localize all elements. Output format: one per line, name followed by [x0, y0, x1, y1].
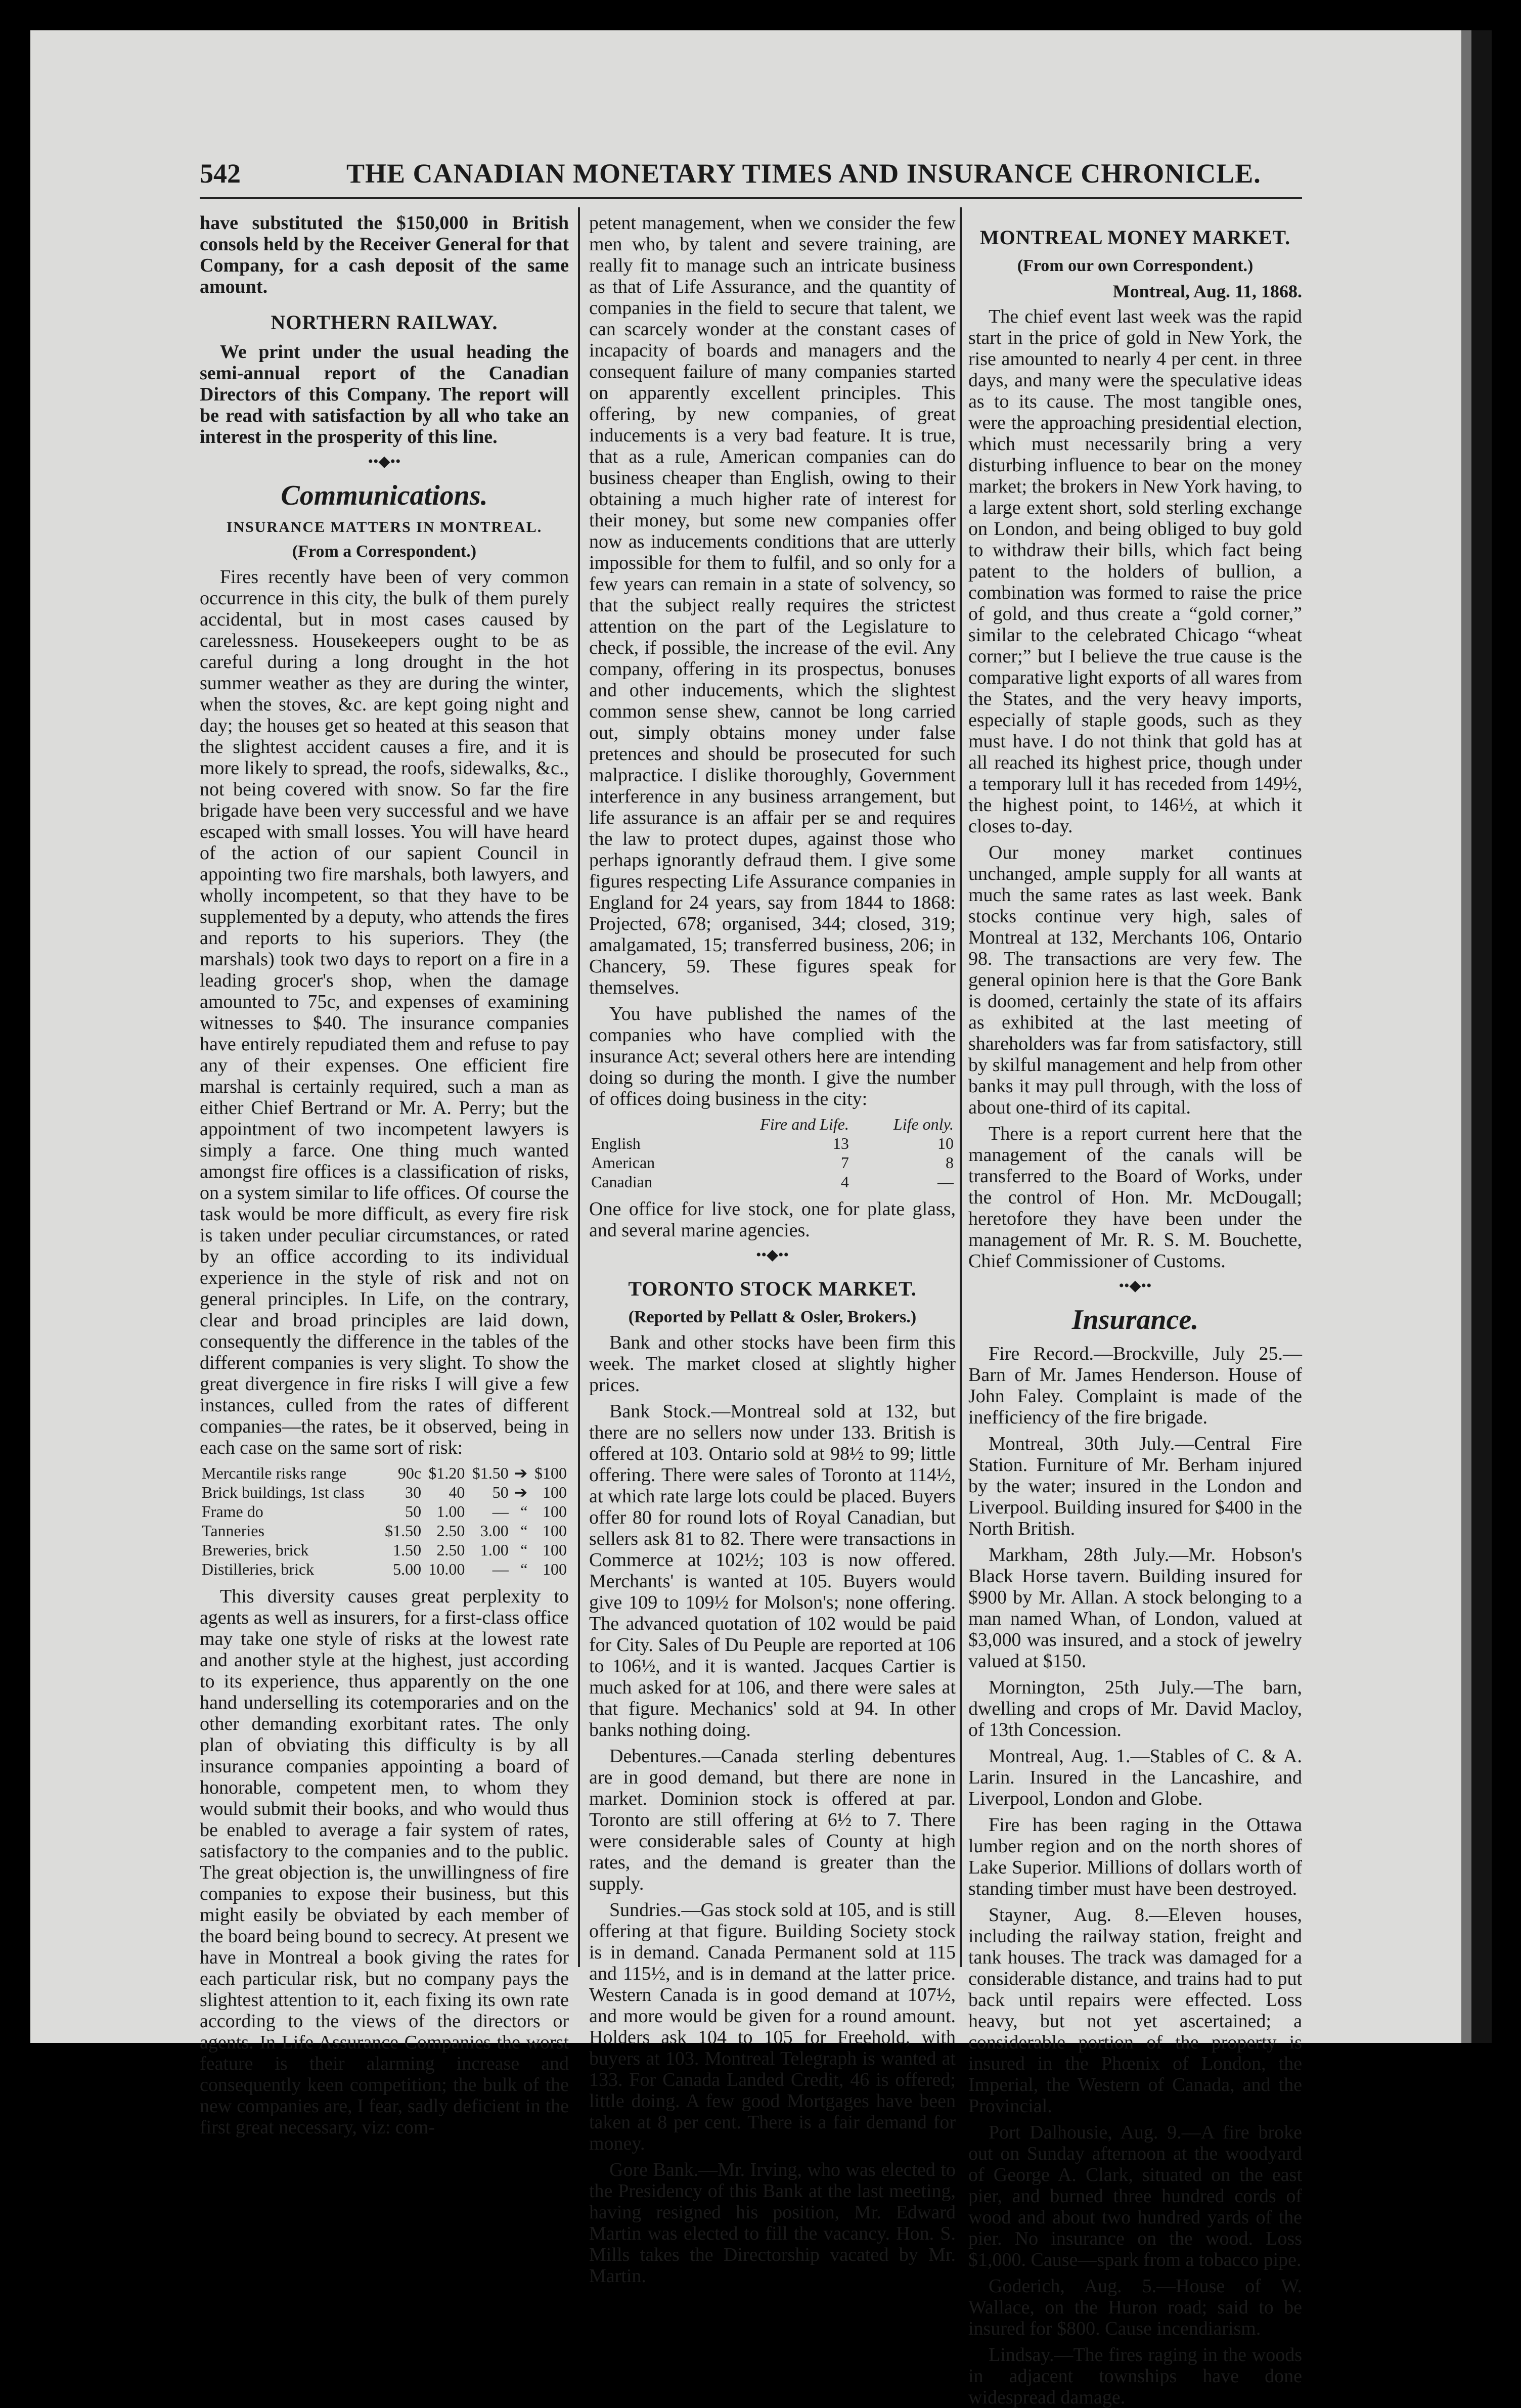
table-row [200, 1559, 569, 1579]
table-cell: 1.00 [436, 1502, 465, 1521]
page-header [200, 152, 1302, 199]
article-paragraph: Lindsay.—The fires raging in the woods in adjacent townships have done widespread damage. [968, 2344, 1302, 2408]
article-paragraph: Mornington, 25th July.—The barn, dwelling and crops of Mr. David Macloy, of 13th Concession. [968, 1677, 1302, 1741]
byline: (Reported by Pellatt & Osler, Brokers.) [628, 1308, 917, 1326]
table-cell: Brick buildings, 1st class [202, 1483, 365, 1501]
article-paragraph: Fire Record.—Brockville, July 25.—Barn of Mr. James Henderson. House of John Faley. Complaint is made of the inefficiency of the fire brigade. [968, 1343, 1302, 1428]
table-cell: $100 [534, 1464, 567, 1482]
table-row [589, 1172, 956, 1191]
table-cell: 4 [840, 1173, 849, 1191]
article-paragraph: This diversity causes great perplexity to agents as well as insurers, for a first-class office may take one style of risks at the lowest rate and another style at the highest, just according to its experience, thus apparently on the one hand underselling its cotemporaries and on the other demanding exorbitant rates. The only plan of obviating this difficulty is by all insurance companies appointing a board of honorable, competent men, to whom they would submit their books, and who would thus be enabled to average a fair system of rates, satisfactory to the companies and to the public. The great objection is, the unwillingness of fire companies to expose their business, but this might easily be obviated by each member of the board being bound to secrecy. At present we have in Montreal a book giving the rates for each particular risk, but no company pays the slightest attention to it, each fixing its own rate according to the views of the directors or agents. In Life Assurance Companies the worst feature is their alarming increase and consequently keen competition; the bulk of the new companies are, I fear, sadly deficient in the first great necessary, viz: com- [200, 1586, 569, 2138]
table-cell: 30 [405, 1483, 422, 1501]
scan-border [1471, 30, 1492, 2043]
rates-table [200, 1463, 569, 1579]
intro-paragraph: have substituted the $150,000 in British consols held by the Receiver General for that Company, for a cash deposit of the same amount. [200, 212, 569, 297]
table-cell: $1.50 [385, 1522, 422, 1540]
table-row [200, 1540, 569, 1559]
page-edge [1461, 30, 1471, 2043]
article-subheading: INSURANCE MATTERS IN MONTREAL. [226, 519, 543, 536]
column-left [200, 212, 569, 2138]
article-heading: NORTHERN RAILWAY. [271, 311, 498, 334]
article-paragraph: One office for live stock, one for plate glass, and several marine agencies. [589, 1198, 956, 1241]
table-header-row [589, 1114, 956, 1134]
article-paragraph: Markham, 28th July.—Mr. Hobson's Black Horse tavern. Building insured for $900 by Mr. Allan. A stock belonging to a man named Whan, of London, valued at $3,000 was insured, and a stock of jewelry valued at $150. [968, 1544, 1302, 1672]
masthead-title: THE CANADIAN MONETARY TIMES AND INSURANCE CHRONICLE. [346, 158, 1261, 189]
column-middle [589, 212, 956, 2287]
table-cell: Canadian [591, 1173, 652, 1191]
table-cell: ➔ [514, 1464, 528, 1482]
table-cell: 50 [405, 1502, 422, 1521]
table-header: Fire and Life. [760, 1115, 849, 1133]
column-right [968, 212, 1302, 2408]
article-paragraph: We print under the usual heading the semi-annual report of the Canadian Directors of this Company. The report will be read with satisfaction by all who take an interest in the prosperity of this line. [200, 341, 569, 448]
table-cell: 10.00 [428, 1560, 465, 1578]
article-paragraph: Our money market continues unchanged, ample supply for all wants at much the same rates as last week. Bank stocks continue very high, sales of Montreal at 132, Merchants 106, Ontario 98. The transactions are very few. The general opinion here is that the Gore Bank is doomed, certainly the state of its affairs as exhibited at the last meeting of shareholders was far from satisfactory, still by skilful management and help from other banks it may pull through, with the loss of about one-third of its capital. [968, 842, 1302, 1118]
newspaper-page [200, 152, 1302, 2408]
article-paragraph: Bank Stock.—Montreal sold at 132, but there are no sellers now under 133. British is offered at 103. Ontario sold at 98½ to 99; little offering. There were sales of Toronto at 114½, at which rate large lots could be placed. Buyers offer 80 for round lots of Royal Canadian, but sellers ask 81 to 82. There were transactions in Commerce at 102½; 103 is now offered. Merchants' is wanted at 105. Buyers would give 109 to 109½ for Molson's; none offering. The advanced quotation of 102 would be paid for City. Sales of Du Peuple are reported at 106 to 106½, and it is wanted. Jacques Cartier is much asked for at 106, and there were sales at that figure. Mechanics' sold at 94. In other banks nothing doing. [589, 1401, 956, 1741]
table-cell: 3.00 [480, 1522, 509, 1540]
table-cell: English [591, 1134, 641, 1152]
table-cell: 1.00 [480, 1541, 509, 1559]
table-header: Life only. [893, 1115, 954, 1133]
table-cell: 100 [543, 1502, 567, 1521]
article-paragraph: Debentures.—Canada sterling debentures are in good demand, but there are none in market. Dominion stock is offered at par. Toronto are still offering at 6½ to 7. There were considerable sales of County at high rates, and the demand is greater than the supply. [589, 1746, 956, 1894]
table-cell: 10 [937, 1134, 954, 1152]
article-paragraph: Montreal, Aug. 1.—Stables of C. & A. Larin. Insured in the Lancashire, and Liverpool, London and Globe. [968, 1746, 1302, 1809]
table-cell: 2.50 [436, 1541, 465, 1559]
byline: (From our own Correspondent.) [1017, 256, 1254, 275]
table-cell: “ [520, 1560, 528, 1578]
article-paragraph: Gore Bank.—Mr. Irving, who was elected to the Presidency of this Bank at the last meeting, having resigned his position, Mr. Edward Martin was elected to fill the vacancy. Hon. S. Mills takes the Directorship vacated by Mr. Martin. [589, 2159, 956, 2287]
table-cell: $1.20 [428, 1464, 465, 1482]
article-paragraph: Stayner, Aug. 8.—Eleven houses, including the railway station, freight and tank houses. The track was damaged for a considerable distance, and trains had to put back until repairs were effected. Loss heavy, but not yet ascertained; a considerable portion of the property is insured in the Phœnix of London, the Imperial, the Western of Canada, and the Provincial. [968, 1904, 1302, 2117]
table-cell: 2.50 [436, 1522, 465, 1540]
offices-table [589, 1114, 956, 1191]
article-heading: MONTREAL MONEY MARKET. [979, 226, 1291, 249]
table-cell: “ [520, 1502, 528, 1521]
table-cell: 100 [543, 1560, 567, 1578]
table-cell: 13 [832, 1134, 849, 1152]
article-paragraph: The chief event last week was the rapid start in the price of gold in New York, the rise amounted to nearly 4 per cent. in three days, and many were the speculative ideas as to its cause. The most tangible ones, were the approaching presidential election, which must necessarily bring a very disturbing influence to bear on the money market; the brokers in New York having, to a large extent short, sold sterling exchange on London, and being obliged to buy gold to withdraw their bills, which fact being patent to the holders of bullion, a combination was formed to raise the price of gold, and thus create a “gold corner,” similar to the celebrated Chicago “wheat corner;” but I believe the true cause is the comparative light exports of all wares from the States, and the very heavy imports, especially of staple goods, such as they must have. I do not think that gold has at all reached its highest price, though under a temporary lull it has receded from 149½, the highest point, to 146½, at which it closes to-day. [968, 306, 1302, 837]
table-row [200, 1463, 569, 1483]
table-row [200, 1502, 569, 1521]
table-cell: Frame do [202, 1502, 263, 1521]
table-cell: “ [520, 1541, 528, 1559]
table-row [200, 1521, 569, 1540]
table-header [589, 1114, 700, 1134]
article-paragraph: There is a report current here that the management of the canals will be transferred to the Board of Works, under the control of Hon. Mr. McDougall; heretofore they have been under the management of Mr. R. S. M. Bouchette, Chief Commissioner of Customs. [968, 1123, 1302, 1272]
article-paragraph: Bank and other stocks have been firm this week. The market closed at slightly higher prices. [589, 1332, 956, 1396]
article-paragraph: Fire has been raging in the Ottawa lumber region and on the north shores of Lake Superior. Millions of dollars worth of standing timber must have been destroyed. [968, 1814, 1302, 1899]
table-cell: “ [520, 1522, 528, 1540]
ornament: ••◆•• [755, 1246, 789, 1263]
page-number: 542 [200, 158, 241, 189]
article-paragraph: You have published the names of the companies who have complied with the insurance Act; several others here are intending doing so during the month. I give the number of offices doing business in the city: [589, 1003, 956, 1109]
table-cell: Breweries, brick [202, 1541, 309, 1559]
section-heading: Communications. [281, 480, 488, 511]
table-cell: Tanneries [202, 1522, 264, 1540]
dateline: Montreal, Aug. 11, 1868. [1112, 281, 1302, 301]
table-cell: 100 [543, 1483, 567, 1501]
table-cell: 100 [543, 1522, 567, 1540]
article-paragraph: petent management, when we consider the few men who, by talent and severe training, are really fit to manage such an intricate business as that of Life Assurance, and the quantity of companies in the field to secure that talent, we can scarcely wonder at the constant cases of incapacity of boards and managers and the consequent failure of many companies started on apparently excellent principles. This offering, by new companies, of great inducements is a very bad feature. It is true, that as a rule, American companies can do business cheaper than English, owing to their obtaining a much higher rate of interest for their money, but some new companies offer now as inducements conditions that are utterly impossible for them to fulfil, and so only for a few years can remain in a state of solvency, so that the subject really requires the strictest attention on the part of the Legislature to check, if possible, the increase of the evil. Any company, offering in its prospectus, bonuses and other inducements, which the slightest common sense shew, cannot be long carried out, simply obtains money under false pretences and should be prosecuted for such malpractice. I dislike thoroughly, Government interference in any business arrangement, but life assurance is an affair per se and requires the law to protect dupes, against those who perhaps ignorantly defraud them. I give some figures respecting Life Assurance companies in England for 24 years, say from 1844 to 1868: Projected, 678; organised, 344; closed, 319; amalgamated, 15; transferred business, 206; in Chancery, 59. These figures speak for themselves. [589, 212, 956, 998]
table-cell: Mercantile risks range [202, 1464, 347, 1482]
table-cell: ➔ [514, 1483, 528, 1501]
table-cell: Distilleries, brick [202, 1560, 315, 1578]
table-cell: 7 [840, 1153, 849, 1172]
table-cell: 8 [946, 1153, 954, 1172]
table-cell: 100 [543, 1541, 567, 1559]
article-paragraph: Fires recently have been of very common occurrence in this city, the bulk of them purely accidental, but in most cases caused by carelessness. Housekeepers ought to be as careful during a long drought in the hot summer weather as they are during the winter, when the stoves, &c. are kept going night and day; the houses get so heated at this season that the slightest accident causes a fire, and it is more likely to spread, the roofs, sidewalks, &c., not being covered with snow. So far the fire brigade have been very successful and we have escaped with small losses. You will have heard of the action of our sapient Council in appointing two fire marshals, both lawyers, and wholly incompetent, so that they have to be supplemented by a deputy, who attends the fires and reports to his superiors. They (the marshals) took two days to report on a fire in a leading grocer's shop, when the damage amounted to 75c, and expenses of examining witnesses to $40. The insurance companies have entirely repudiated them and refuse to pay any of their expenses. One efficient fire marshal is certainly required, such a man as either Chief Bertrand or Mr. A. Perry; but the appointment of two incompetent lawyers is simply a farce. One thing much wanted amongst fire offices is a classification of risks, on a system similar to life offices. Of course the task would be more difficult, as every fire risk is taken under peculiar circumstances, or rated by an office according to its individual experience in the style of risk and not on general principles. In Life, on the contrary, clear and broad principles are laid down, consequently the difference in the tables of the different companies is very slight. To show the great divergence in fire risks I will give a few instances, culled from the rates of different companies—the rates, be it observed, being in each case on the same sort of risk: [200, 566, 569, 1458]
article-paragraph: Sundries.—Gas stock sold at 105, and is still offering at that figure. Building Society stock is in demand. Canada Permanent sold at 115 and 115½, and is in demand at the latter price. Western Canada is in good demand at 107½, and more would be given for a round amount. Holders ask 104 to 105 for Freehold, with buyers at 103. Montreal Telegraph is wanted at 133. For Canada Landed Credit, 46 is offered; little doing. A few good Mortgages have been taken at 8 per cent. There is a fair demand for money. [589, 1899, 956, 2154]
column-rule [578, 207, 580, 1967]
table-cell: — [937, 1173, 954, 1191]
article-paragraph: Port Dalhousie, Aug. 9.—A fire broke out on Sunday afternoon at the woodyard of George A. Clark, situated on the east pier, and burned three hundred cords of wood and about two hundred yards of the pier. No insurance on the wood. Loss $1,000. Cause—spark from a tobacco pipe. [968, 2122, 1302, 2270]
article-heading: TORONTO STOCK MARKET. [628, 1277, 917, 1300]
ornament: ••◆•• [1119, 1277, 1152, 1294]
table-row [200, 1483, 569, 1502]
byline: (From a Correspondent.) [292, 542, 477, 561]
table-cell: — [492, 1560, 509, 1578]
table-cell: 1.50 [393, 1541, 422, 1559]
article-paragraph: Montreal, 30th July.—Central Fire Station. Furniture of Mr. Berham injured by the water; insured in the London and Liverpool. Building insured for $400 in the North British. [968, 1433, 1302, 1539]
table-row [589, 1153, 956, 1172]
table-cell: $1.50 [472, 1464, 509, 1482]
section-heading: Insurance. [1071, 1304, 1199, 1335]
table-cell: 90c [397, 1464, 422, 1482]
column-rule [960, 207, 962, 1967]
table-cell: 40 [449, 1483, 465, 1501]
table-row [589, 1134, 956, 1153]
table-cell: 5.00 [393, 1560, 422, 1578]
table-cell: 50 [492, 1483, 509, 1501]
article-paragraph: Goderich, Aug. 5.—House of W. Wallace, on the Huron road; said to be insured for $800. Cause incendiarism. [968, 2276, 1302, 2339]
ornament: ••◆•• [368, 453, 401, 470]
table-cell: American [591, 1153, 655, 1172]
table-cell: — [492, 1502, 509, 1521]
